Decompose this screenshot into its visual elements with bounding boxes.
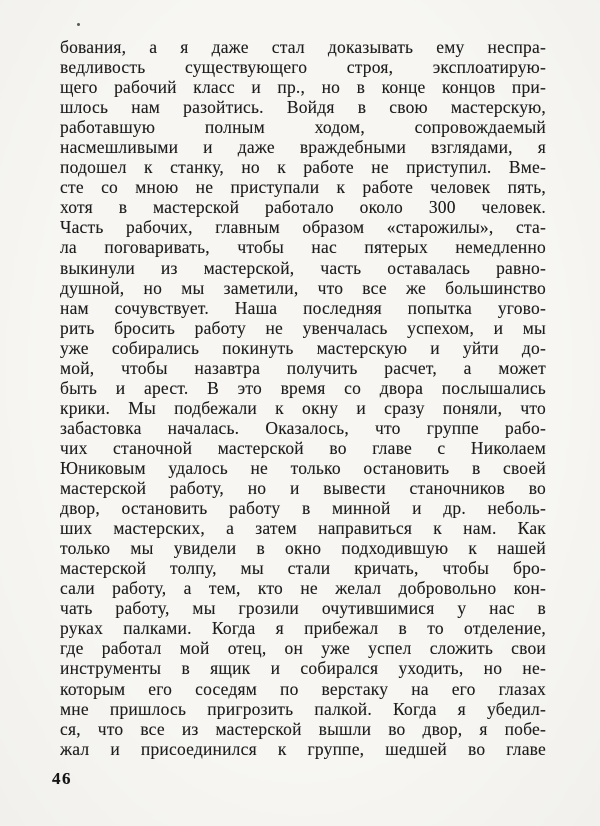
- page-number: 46: [52, 769, 72, 788]
- text-line: уже собирались покинуть мастерскую и уйти до-: [60, 337, 546, 358]
- text-line: забастовка началась. Оказалось, что группе рабо-: [60, 417, 546, 438]
- text-line: чих станочной мастерской во главе с Николаем: [60, 437, 546, 458]
- text-line: мастерской толпу, мы стали кричать, чтобы бро-: [60, 558, 546, 579]
- text-line: душной, но мы заметили, что все же большинство: [60, 277, 546, 298]
- text-line: Часть рабочих, главным образом «старожилы», ста-: [60, 217, 546, 238]
- text-line: хотя в мастерской работало около 300 человек.: [60, 197, 546, 218]
- text-line: сали работу, а тем, кто не желал добровольно кон-: [60, 578, 546, 599]
- text-line: ся, что все из мастерской вышли во двор, я побе-: [60, 718, 546, 739]
- text-line: которым его соседям по верстаку на его глазах: [60, 678, 546, 699]
- text-line: мне пришлось пригрозить палкой. Когда я убедил-: [60, 698, 546, 719]
- text-line: ших мастерских, а затем направиться к нам. Как: [60, 518, 546, 539]
- text-line: ведливость существующего строя, эксплоатирую-: [60, 57, 546, 78]
- text-line: работавшую полным ходом, сопровождаемый: [60, 117, 546, 138]
- text-line: инструменты в ящик и собирался уходить, но не-: [60, 658, 546, 679]
- body-text: [60, 37, 546, 759]
- text-line: двор, остановить работу в минной и др. неболь-: [60, 498, 546, 519]
- text-line: где работал мой отец, он уже успел сложить свои: [60, 638, 546, 659]
- scan-speckle-dot: [77, 23, 80, 26]
- text-line: щего рабочий класс и пр., но в конце концов при-: [60, 77, 546, 98]
- text-line: крики. Мы подбежали к окну и сразу поняли, что: [60, 397, 546, 418]
- text-line: сте со мною не приступали к работе человек пять,: [60, 177, 546, 198]
- text-line: выкинули из мастерской, часть оставалась равно-: [60, 257, 546, 278]
- text-line: мой, чтобы назавтра получить расчет, а может: [60, 357, 546, 378]
- text-line: мастерской работу, но и вывести станочников во: [60, 478, 546, 499]
- text-line: быть и арест. В это время со двора послышались: [60, 377, 546, 398]
- text-line: руках палками. Когда я прибежал в то отделение,: [60, 618, 546, 639]
- text-line: ла поговаривать, чтобы нас пятерых немедленно: [60, 237, 546, 258]
- text-line: насмешливыми и даже враждебными взглядами, я: [60, 137, 546, 158]
- text-line: подошел к станку, но к работе не приступил. Вме-: [60, 157, 546, 178]
- text-line: шлось нам разойтись. Войдя в свою мастерскую,: [60, 97, 546, 118]
- text-line: нам сочувствует. Наша последняя попытка угово-: [60, 297, 546, 318]
- text-line: бования, а я даже стал доказывать ему неспра-: [60, 37, 546, 57]
- text-line: только мы увидели в окно подходившую к нашей: [60, 538, 546, 559]
- text-line: чать работу, мы грозили очутившимися у нас в: [60, 598, 546, 619]
- text-line: Юниковым удалось не только остановить в своей: [60, 457, 546, 478]
- text-line: жал и присоединился к группе, шедшей во главе: [60, 738, 546, 759]
- text-line: рить бросить работу не увенчалась успехом, и мы: [60, 317, 546, 338]
